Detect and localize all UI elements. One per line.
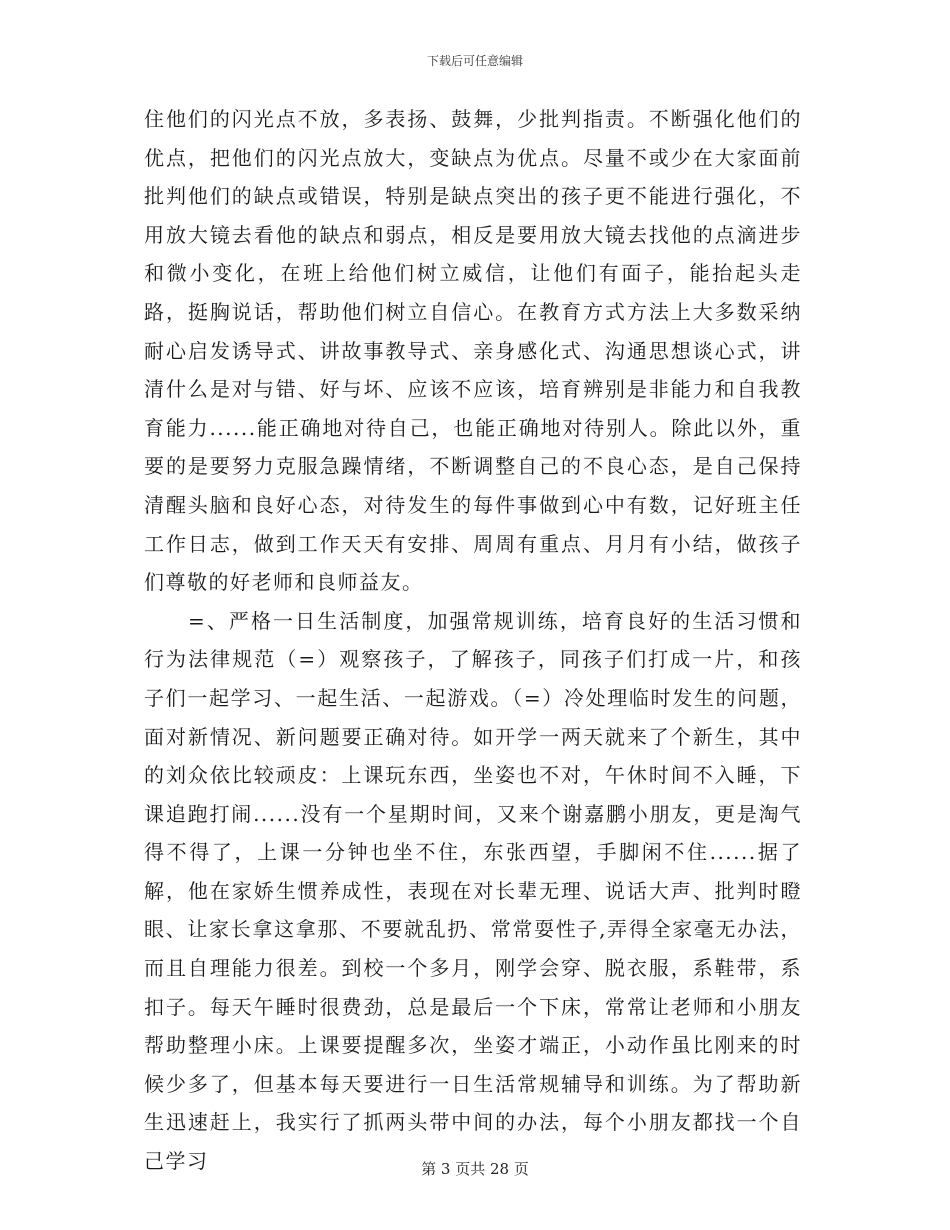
paragraph-2: =、严格一日生活制度，加强常规训练，培育良好的生活习惯和行为法律规范（=）观察孩子，了解孩子，同孩子们打成一片，和孩子们一起学习、一起生活、一起游戏。（=）冷处理临时发生的问题，面对新情况、新问题要正确对待。如开学一两天就来了个新生，其中的刘众依比较顽皮：上课玩东西，坐姿也不对，午休时间不入睡，下课追跑打闹......没有一个星期时间，又来个谢嘉鹏小朋友，更是淘气得不得了，上课一分钟也坐不住，东张西望，手脚闲不住......据了解，他在家娇生惯养成性，表现在对长辈无理、说话大声、批判时瞪眼、让家长拿这拿那、不要就乱扔、常常耍性子,弄得全家毫无办法，而且自理能力很差。到校一个多月，刚学会穿、脱衣服，系鞋带，系扣子。每天午睡时很费劲，总是最后一个下床，常常让老师和小朋友帮助整理小床。上课要提醒多次，坐姿才端正，小动作虽比刚来的时候少多了，但基本每天要进行一日生活常规辅导和训练。为了帮助新生迅速赶上，我实行了抓两头带中间的办法，每个小朋友都找一个自己学习 [144, 608, 802, 1174]
document-body [144, 100, 802, 1181]
paragraph-1: 住他们的闪光点不放，多表扬、鼓舞，少批判指责。不断强化他们的优点，把他们的闪光点放大，变缺点为优点。尽量不或少在大家面前批判他们的缺点或错误，特别是缺点突出的孩子更不能进行强化，不用放大镜去看他的缺点和弱点，相反是要用放大镜去找他的点滴进步和微小变化，在班上给他们树立威信，让他们有面子，能抬起头走路，挺胸说话，帮助他们树立自信心。在教育方式方法上大多数采纳耐心启发诱导式、讲故事教导式、亲身感化式、沟通思想谈心式，讲清什么是对与错、好与坏、应该不应该，培育辨别是非能力和自我教育能力......能正确地对待自己，也能正确地对待别人。除此以外，重要的是要努力克服急躁情绪，不断调整自己的不良心态，是自己保持清醒头脑和良好心态，对待发生的每件事做到心中有数，记好班主任工作日志，做到工作天天有安排、周周有重点、月月有小结，做孩子们尊敬的好老师和良师益友。 [144, 107, 802, 595]
page-footer: 第 3 页共 28 页 [421, 1160, 529, 1178]
page-header: 下载后可任意编辑 [426, 54, 523, 68]
